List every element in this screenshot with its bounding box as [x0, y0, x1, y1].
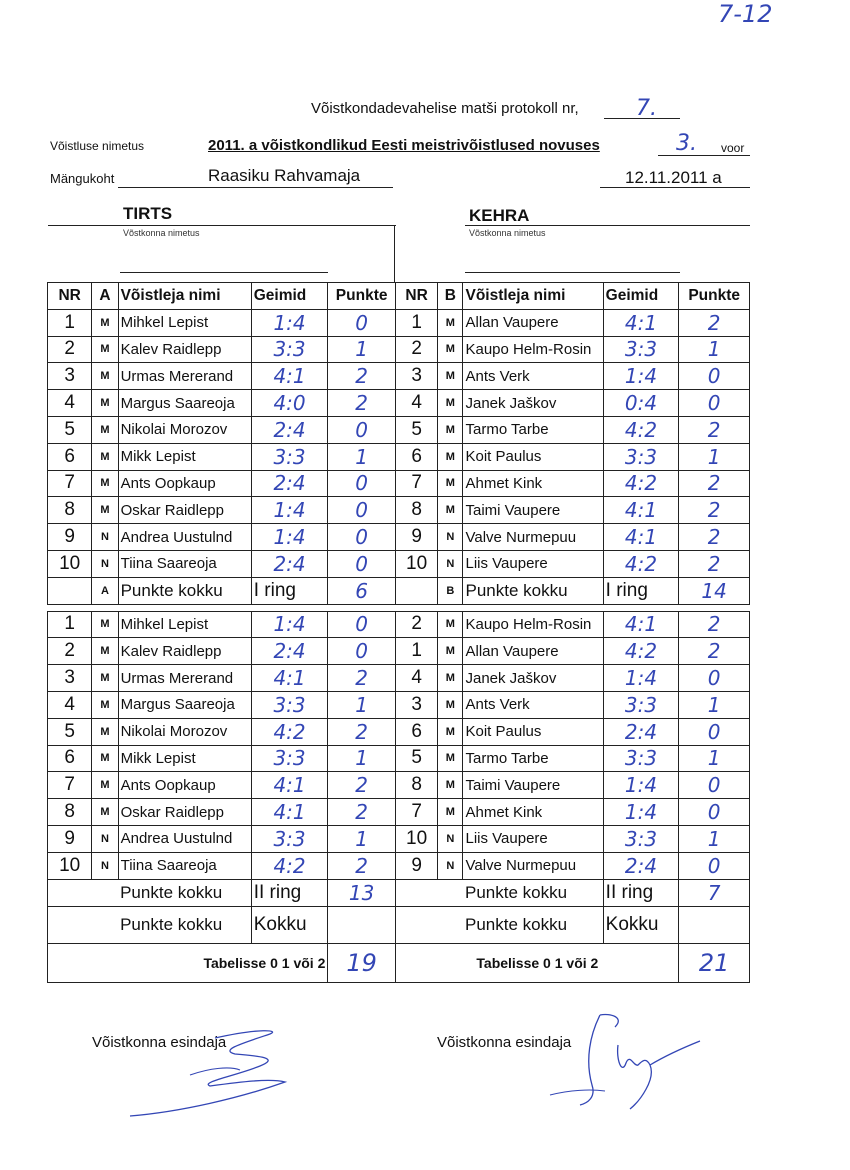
ring2-match-row [48, 718, 750, 745]
player-a-points: 0 [328, 550, 396, 577]
table-entry-row [48, 943, 750, 982]
player-a-points: 0 [328, 309, 396, 336]
header-b: B [438, 283, 463, 310]
player-a-number: 6 [48, 443, 92, 470]
player-b-name: Ahmet Kink [463, 799, 603, 826]
player-a-number: 5 [48, 718, 92, 745]
player-b-games: 4:1 [603, 524, 679, 551]
player-a-gender: M [92, 390, 118, 417]
ring2-total-row [48, 879, 750, 906]
player-b-name: Valve Nurmepuu [463, 852, 603, 879]
round-label: voor [721, 141, 745, 155]
header-a: A [92, 283, 118, 310]
player-a-points: 0 [328, 497, 396, 524]
player-b-gender: M [438, 363, 463, 390]
ring1-match-row [48, 416, 750, 443]
player-b-points: 2 [679, 550, 750, 577]
table-entry-value-b: 21 [679, 943, 750, 982]
player-a-games: 4:1 [251, 772, 328, 799]
ring2-label-a: II ring [251, 879, 328, 906]
player-b-games: 4:2 [603, 470, 679, 497]
grand-total-word-b: Kokku [603, 906, 679, 943]
player-b-gender: M [438, 718, 463, 745]
player-b-name: Allan Vaupere [463, 638, 603, 665]
ring1-match-row [48, 309, 750, 336]
ring1-total-points-a: 6 [328, 577, 396, 604]
ring1-total-blank-b [395, 577, 437, 604]
team-b-caption: Võstkonna nimetus [469, 228, 546, 238]
player-b-games: 4:2 [603, 416, 679, 443]
player-b-name: Janek Jaškov [463, 390, 603, 417]
ring1-match-row [48, 390, 750, 417]
signature-a [120, 1020, 320, 1120]
header-row [48, 283, 750, 310]
player-a-points: 0 [328, 524, 396, 551]
player-b-games: 1:4 [603, 665, 679, 692]
player-a-number: 3 [48, 665, 92, 692]
player-b-name: Taimi Vaupere [463, 497, 603, 524]
team-b-letter: B [438, 577, 463, 604]
player-b-games: 4:2 [603, 638, 679, 665]
ring2-match-row [48, 852, 750, 879]
player-b-games: 0:4 [603, 390, 679, 417]
player-b-gender: M [438, 336, 463, 363]
player-a-number: 1 [48, 611, 92, 638]
ring1-label-b: I ring [603, 577, 679, 604]
grand-total-blank-a [48, 906, 119, 943]
player-a-gender: M [92, 665, 118, 692]
player-b-games: 3:3 [603, 691, 679, 718]
section-spacer [48, 604, 750, 611]
player-a-gender: M [92, 745, 118, 772]
corner-note: 7-12 [718, 0, 773, 28]
player-b-number: 2 [395, 611, 437, 638]
player-b-points: 0 [679, 852, 750, 879]
player-a-games: 1:4 [251, 309, 328, 336]
player-b-games: 4:1 [603, 611, 679, 638]
player-b-games: 1:4 [603, 363, 679, 390]
player-b-name: Kaupo Helm-Rosin [463, 611, 603, 638]
player-a-number: 6 [48, 745, 92, 772]
grand-total-points-a [328, 906, 396, 943]
player-b-games: 2:4 [603, 718, 679, 745]
player-b-number: 6 [395, 718, 437, 745]
grand-total-label-b: Punkte kokku [463, 906, 603, 943]
player-b-number: 5 [395, 416, 437, 443]
player-b-gender: N [438, 550, 463, 577]
signature-b [530, 1005, 730, 1115]
player-b-points: 2 [679, 470, 750, 497]
ring1-match-row [48, 443, 750, 470]
player-b-games: 4:1 [603, 309, 679, 336]
player-a-games: 4:2 [251, 852, 328, 879]
player-a-number: 5 [48, 416, 92, 443]
player-a-gender: M [92, 470, 118, 497]
player-b-gender: M [438, 799, 463, 826]
header-nr-b: NR [395, 283, 437, 310]
player-b-gender: M [438, 611, 463, 638]
ring1-match-row [48, 524, 750, 551]
player-b-number: 3 [395, 363, 437, 390]
player-b-gender: M [438, 745, 463, 772]
player-b-points: 2 [679, 416, 750, 443]
player-a-name: Urmas Mererand [118, 665, 251, 692]
player-b-games: 3:3 [603, 443, 679, 470]
ring1-total-row [48, 577, 750, 604]
ring2-total-label-b: Punkte kokku [463, 879, 603, 906]
player-b-games: 1:4 [603, 799, 679, 826]
player-a-number: 7 [48, 772, 92, 799]
ring1-match-row [48, 497, 750, 524]
grand-total-label-a: Punkte kokku [118, 906, 251, 943]
player-a-gender: M [92, 363, 118, 390]
player-b-number: 9 [395, 852, 437, 879]
player-b-games: 1:4 [603, 772, 679, 799]
results-table [47, 282, 750, 983]
player-b-gender: M [438, 443, 463, 470]
player-a-number: 3 [48, 363, 92, 390]
ring1-total-label-b: Punkte kokku [463, 577, 603, 604]
player-a-games: 3:3 [251, 825, 328, 852]
player-a-games: 4:2 [251, 718, 328, 745]
player-b-name: Liis Vaupere [463, 550, 603, 577]
ring2-total-blank-b [395, 879, 463, 906]
player-b-points: 2 [679, 497, 750, 524]
player-b-gender: M [438, 497, 463, 524]
grand-total-points-b [679, 906, 750, 943]
grand-total-row [48, 906, 750, 943]
player-a-games: 3:3 [251, 745, 328, 772]
grand-total-blank-b [395, 906, 463, 943]
header-nr-a: NR [48, 283, 92, 310]
player-b-gender: M [438, 470, 463, 497]
protocol-title: Võistkondadevahelise matši protokoll nr, [311, 100, 579, 117]
ring1-total-points-b: 14 [679, 577, 750, 604]
player-b-gender: M [438, 665, 463, 692]
player-a-number: 9 [48, 825, 92, 852]
player-a-points: 0 [328, 638, 396, 665]
player-a-name: Oskar Raidlepp [118, 799, 251, 826]
player-a-gender: M [92, 638, 118, 665]
player-b-gender: M [438, 390, 463, 417]
player-b-number: 3 [395, 691, 437, 718]
player-b-games: 2:4 [603, 852, 679, 879]
player-b-name: Tarmo Tarbe [463, 745, 603, 772]
player-a-points: 1 [328, 443, 396, 470]
player-a-gender: M [92, 718, 118, 745]
player-a-name: Mihkel Lepist [118, 611, 251, 638]
player-a-gender: N [92, 550, 118, 577]
player-b-games: 3:3 [603, 745, 679, 772]
player-b-name: Tarmo Tarbe [463, 416, 603, 443]
player-a-number: 1 [48, 309, 92, 336]
player-b-number: 6 [395, 443, 437, 470]
player-a-points: 1 [328, 691, 396, 718]
player-a-name: Andrea Uustulnd [118, 524, 251, 551]
player-a-games: 2:4 [251, 470, 328, 497]
team-b-representative-label: Võistkonna esindaja [437, 1034, 572, 1051]
venue-name: Raasiku Rahvamaja [208, 166, 361, 185]
player-a-name: Margus Saareoja [118, 390, 251, 417]
player-a-name: Nikolai Morozov [118, 416, 251, 443]
player-a-name: Tiina Saareoja [118, 550, 251, 577]
ring2-label-b: II ring [603, 879, 679, 906]
ring2-match-row [48, 665, 750, 692]
player-a-name: Urmas Mererand [118, 363, 251, 390]
ring2-match-row [48, 691, 750, 718]
player-b-name: Allan Vaupere [463, 309, 603, 336]
player-a-number: 7 [48, 470, 92, 497]
header-points-b: Punkte [679, 283, 750, 310]
player-a-gender: N [92, 825, 118, 852]
ring2-match-row [48, 825, 750, 852]
player-a-gender: M [92, 497, 118, 524]
player-a-points: 2 [328, 363, 396, 390]
section-spacer-cell [48, 604, 750, 611]
player-b-points: 0 [679, 363, 750, 390]
ring1-total-label-a: Punkte kokku [118, 577, 251, 604]
player-a-games: 1:4 [251, 497, 328, 524]
player-b-name: Koit Paulus [463, 718, 603, 745]
ring1-match-row [48, 550, 750, 577]
player-b-number: 1 [395, 638, 437, 665]
player-a-games: 4:0 [251, 390, 328, 417]
player-b-number: 2 [395, 336, 437, 363]
ring1-label-a: I ring [251, 577, 328, 604]
player-b-points: 0 [679, 390, 750, 417]
player-a-name: Kalev Raidlepp [118, 638, 251, 665]
player-b-points: 1 [679, 336, 750, 363]
player-a-number: 10 [48, 550, 92, 577]
player-a-points: 1 [328, 745, 396, 772]
player-b-name: Taimi Vaupere [463, 772, 603, 799]
grand-total-word-a: Kokku [251, 906, 328, 943]
player-a-gender: N [92, 852, 118, 879]
player-b-number: 10 [395, 550, 437, 577]
protocol-number: 7. [636, 96, 657, 121]
player-a-number: 4 [48, 691, 92, 718]
player-b-number: 4 [395, 665, 437, 692]
player-a-games: 1:4 [251, 524, 328, 551]
team-a-representative-label: Võistkonna esindaja [92, 1034, 227, 1051]
player-b-points: 2 [679, 524, 750, 551]
ring1-total-blank-a [48, 577, 92, 604]
player-b-name: Ants Verk [463, 691, 603, 718]
header-games-a: Geimid [251, 283, 328, 310]
team-a-letter: A [92, 577, 118, 604]
player-b-name: Valve Nurmepuu [463, 524, 603, 551]
player-b-gender: M [438, 416, 463, 443]
player-a-points: 1 [328, 336, 396, 363]
ring2-total-points-a: 13 [328, 879, 396, 906]
player-a-gender: M [92, 611, 118, 638]
ring1-match-row [48, 470, 750, 497]
ring2-match-row [48, 799, 750, 826]
player-a-points: 2 [328, 799, 396, 826]
player-b-name: Ahmet Kink [463, 470, 603, 497]
player-a-points: 2 [328, 390, 396, 417]
ring2-total-blank-a [48, 879, 119, 906]
player-a-games: 2:4 [251, 638, 328, 665]
team-a-caption: Võstkonna nimetus [123, 228, 200, 238]
player-b-name: Ants Verk [463, 363, 603, 390]
player-b-number: 10 [395, 825, 437, 852]
player-b-points: 1 [679, 825, 750, 852]
player-a-points: 2 [328, 852, 396, 879]
player-b-games: 3:3 [603, 825, 679, 852]
player-a-name: Mikk Lepist [118, 443, 251, 470]
player-a-name: Andrea Uustulnd [118, 825, 251, 852]
competition-name: 2011. a võistkondlikud Eesti meistrivõistlused novuses [208, 137, 600, 154]
player-a-games: 1:4 [251, 611, 328, 638]
player-b-name: Kaupo Helm-Rosin [463, 336, 603, 363]
ring1-match-row [48, 336, 750, 363]
player-b-number: 7 [395, 470, 437, 497]
player-a-gender: M [92, 416, 118, 443]
player-a-number: 8 [48, 799, 92, 826]
player-b-points: 2 [679, 309, 750, 336]
player-a-name: Ants Oopkaup [118, 772, 251, 799]
player-a-games: 3:3 [251, 336, 328, 363]
player-a-games: 2:4 [251, 416, 328, 443]
player-b-gender: M [438, 691, 463, 718]
ring2-total-points-b: 7 [679, 879, 750, 906]
player-b-points: 1 [679, 691, 750, 718]
player-a-games: 3:3 [251, 691, 328, 718]
team-a-name: TIRTS [123, 204, 173, 223]
player-a-name: Nikolai Morozov [118, 718, 251, 745]
player-a-gender: M [92, 691, 118, 718]
round-number: 3. [676, 131, 697, 156]
player-a-points: 2 [328, 665, 396, 692]
venue-label: Mängukoht [50, 171, 115, 186]
ring2-total-label-a: Punkte kokku [118, 879, 251, 906]
player-a-games: 4:1 [251, 799, 328, 826]
player-b-gender: N [438, 825, 463, 852]
player-a-games: 4:1 [251, 363, 328, 390]
player-b-points: 2 [679, 638, 750, 665]
player-b-name: Koit Paulus [463, 443, 603, 470]
player-b-points: 0 [679, 665, 750, 692]
player-a-name: Kalev Raidlepp [118, 336, 251, 363]
table-entry-label-b: Tabelisse 0 1 või 2 [395, 943, 678, 982]
player-a-points: 0 [328, 416, 396, 443]
ring2-match-row [48, 772, 750, 799]
player-b-gender: M [438, 772, 463, 799]
player-a-name: Tiina Saareoja [118, 852, 251, 879]
player-a-gender: N [92, 524, 118, 551]
player-a-number: 2 [48, 336, 92, 363]
header-points-a: Punkte [328, 283, 396, 310]
player-a-name: Margus Saareoja [118, 691, 251, 718]
player-b-gender: N [438, 852, 463, 879]
player-a-name: Oskar Raidlepp [118, 497, 251, 524]
player-a-games: 4:1 [251, 665, 328, 692]
player-b-points: 2 [679, 611, 750, 638]
player-a-gender: M [92, 799, 118, 826]
player-a-gender: M [92, 443, 118, 470]
table-entry-label-a: Tabelisse 0 1 või 2 [48, 943, 328, 982]
player-b-points: 0 [679, 772, 750, 799]
player-a-number: 9 [48, 524, 92, 551]
player-a-name: Mihkel Lepist [118, 309, 251, 336]
header-name-b: Võistleja nimi [463, 283, 603, 310]
match-date: 12.11.2011 a [625, 168, 722, 187]
player-a-points: 0 [328, 611, 396, 638]
player-b-games: 3:3 [603, 336, 679, 363]
player-a-points: 0 [328, 470, 396, 497]
ring1-match-row [48, 363, 750, 390]
ring2-match-row [48, 611, 750, 638]
player-b-gender: N [438, 524, 463, 551]
player-a-gender: M [92, 336, 118, 363]
competition-label: Võistluse nimetus [50, 139, 145, 153]
player-a-name: Ants Oopkaup [118, 470, 251, 497]
player-b-gender: M [438, 638, 463, 665]
player-b-number: 7 [395, 799, 437, 826]
header-name-a: Võistleja nimi [118, 283, 251, 310]
player-a-name: Mikk Lepist [118, 745, 251, 772]
player-a-number: 4 [48, 390, 92, 417]
player-b-games: 4:2 [603, 550, 679, 577]
player-b-name: Janek Jaškov [463, 665, 603, 692]
player-b-number: 9 [395, 524, 437, 551]
player-a-points: 2 [328, 772, 396, 799]
player-b-points: 1 [679, 745, 750, 772]
header-games-b: Geimid [603, 283, 679, 310]
player-a-points: 1 [328, 825, 396, 852]
table-entry-value-a: 19 [328, 943, 396, 982]
player-b-number: 8 [395, 497, 437, 524]
player-a-games: 3:3 [251, 443, 328, 470]
player-a-gender: M [92, 772, 118, 799]
player-b-gender: M [438, 309, 463, 336]
player-b-number: 4 [395, 390, 437, 417]
player-b-points: 1 [679, 443, 750, 470]
player-a-number: 2 [48, 638, 92, 665]
player-b-number: 8 [395, 772, 437, 799]
player-b-name: Liis Vaupere [463, 825, 603, 852]
player-b-number: 1 [395, 309, 437, 336]
player-a-games: 2:4 [251, 550, 328, 577]
player-a-gender: M [92, 309, 118, 336]
player-b-points: 0 [679, 799, 750, 826]
player-b-games: 4:1 [603, 497, 679, 524]
ring2-match-row [48, 745, 750, 772]
player-b-points: 0 [679, 718, 750, 745]
player-a-number: 10 [48, 852, 92, 879]
player-a-points: 2 [328, 718, 396, 745]
ring2-match-row [48, 638, 750, 665]
player-a-number: 8 [48, 497, 92, 524]
team-b-name: KEHRA [469, 206, 530, 225]
player-b-number: 5 [395, 745, 437, 772]
